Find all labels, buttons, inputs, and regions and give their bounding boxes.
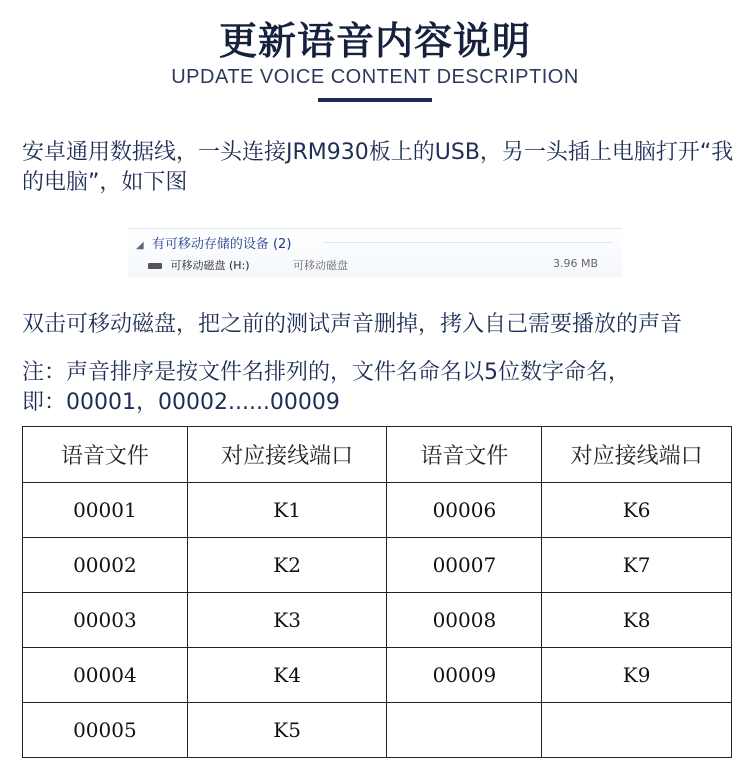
table-cell: 00001 — [23, 483, 188, 538]
disk-name: 可移动磁盘 (H:) — [170, 259, 250, 272]
title-underline — [318, 98, 432, 102]
naming-note-line2: 即：00001，00002......00009 — [22, 390, 340, 415]
table-cell: K5 — [187, 703, 387, 758]
table-cell: 00008 — [387, 593, 542, 648]
header-port: 对应接线端口 — [187, 427, 387, 483]
table-cell: K3 — [187, 593, 387, 648]
table-cell — [387, 703, 542, 758]
table-row — [23, 593, 732, 648]
table-cell: 00007 — [387, 538, 542, 593]
table-header-row — [23, 427, 732, 483]
table-cell: K4 — [187, 648, 387, 703]
table-row — [23, 648, 732, 703]
port-mapping-table — [22, 426, 732, 758]
removable-disk-item[interactable] — [148, 257, 618, 273]
table-cell: 00005 — [23, 703, 188, 758]
header-voice-file: 语音文件 — [387, 427, 542, 483]
table-cell: 00009 — [387, 648, 542, 703]
naming-note — [22, 358, 742, 418]
table-cell: K1 — [187, 483, 387, 538]
table-row — [23, 483, 732, 538]
table-cell: 00004 — [23, 648, 188, 703]
triangle-down-icon: ◢ — [136, 240, 144, 251]
table-cell: 00006 — [387, 483, 542, 538]
page-title: 更新语音内容说明 — [218, 19, 531, 63]
table-row — [23, 538, 732, 593]
table-cell: K9 — [542, 648, 732, 703]
device-group-header[interactable] — [136, 233, 291, 252]
table-cell: K6 — [542, 483, 732, 538]
instruction-step2: 双击可移动磁盘，把之前的测试声音删掉，拷入自己需要播放的声音 — [22, 312, 683, 337]
table-cell: K8 — [542, 593, 732, 648]
header-voice-file: 语音文件 — [23, 427, 188, 483]
drive-icon — [148, 263, 162, 269]
explorer-screenshot — [128, 228, 622, 277]
table-cell — [542, 703, 732, 758]
instruction-step1: 安卓通用数据线，一头连接JRM930板上的USB，另一头插上电脑打开“我的电脑”，如下图 — [22, 140, 734, 195]
group-divider — [323, 242, 613, 243]
table-row — [23, 703, 732, 758]
table-cell: K2 — [187, 538, 387, 593]
page-subtitle: UPDATE VOICE CONTENT DESCRIPTION — [171, 66, 579, 88]
table-cell: 00003 — [23, 593, 188, 648]
table-cell: K7 — [542, 538, 732, 593]
disk-type: 可移动磁盘 — [293, 259, 348, 272]
disk-size: 3.96 MB — [553, 257, 599, 270]
header-port: 对应接线端口 — [542, 427, 732, 483]
naming-note-line1: 注：声音排序是按文件名排列的，文件名命名以5位数字命名， — [22, 360, 630, 385]
table-cell: 00002 — [23, 538, 188, 593]
device-group-label: 有可移动存储的设备 (2) — [151, 237, 292, 252]
